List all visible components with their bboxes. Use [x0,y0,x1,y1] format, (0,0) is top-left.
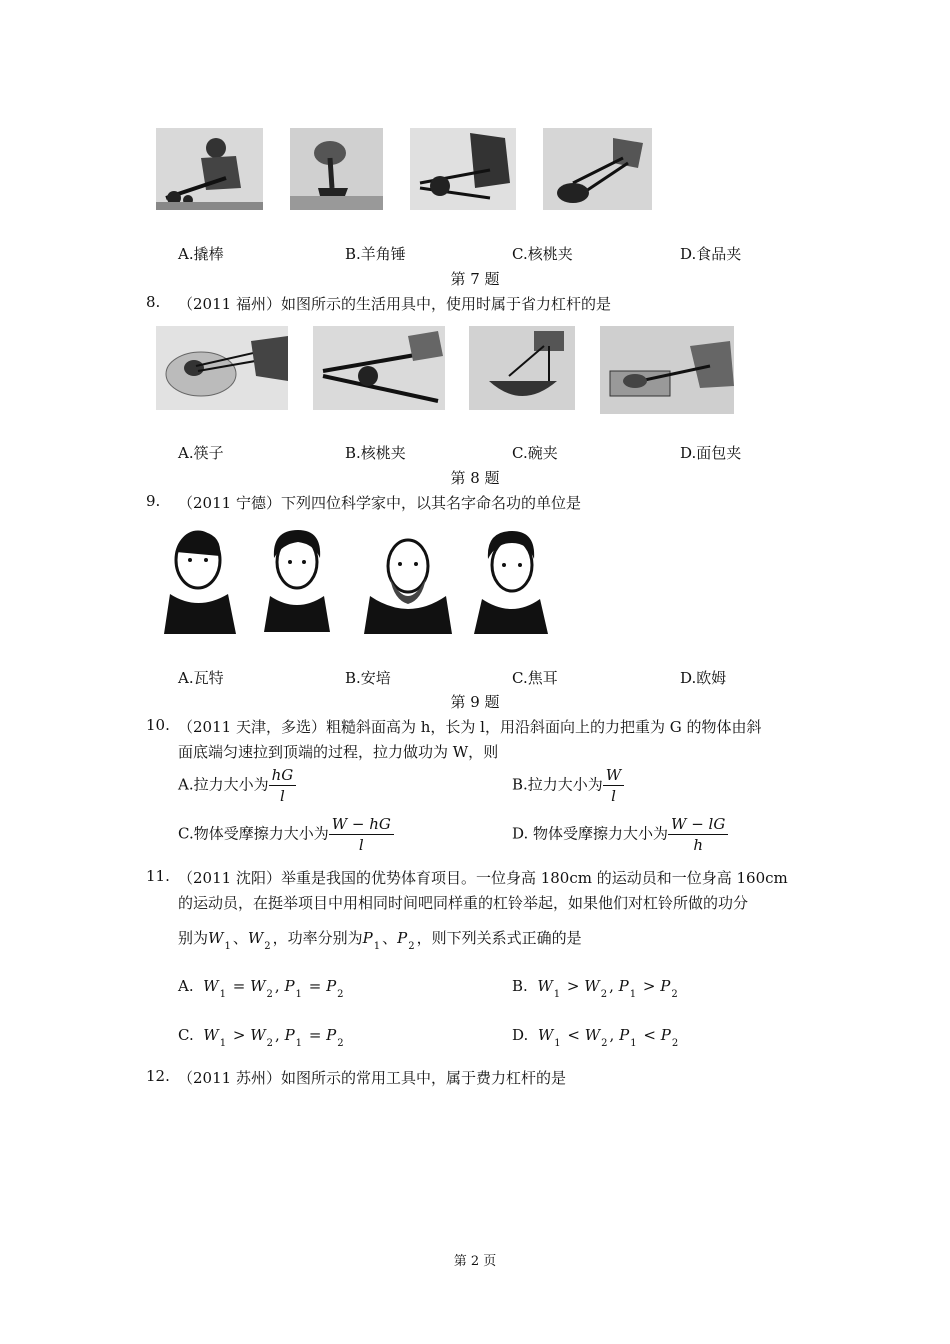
q11-d-p1: P [619,1026,630,1044]
q10-option-d-denominator: h [693,836,704,854]
q9-option-a: A.瓦特 [178,669,224,687]
q11-a-p2: P [326,977,337,995]
q8-text: （2011 福州）如图所示的生活用具中，使用时属于省力杠杆的是 [178,295,611,313]
q11-p2-sub: 2 [408,941,415,952]
q10-option-c-numerator: W − hG [329,814,394,835]
q10-line2: 面底端匀速拉到顶端的过程，拉力做功为 W，则 [178,743,499,761]
q8-option-d: D.面包夹 [680,444,742,462]
q12-number: 12. [146,1067,170,1085]
q11-p1 [362,929,382,952]
q9-option-c: C.焦耳 [512,669,558,687]
q11-c-p2: P [326,1026,337,1044]
q11-d-p1-sub: 1 [630,1038,637,1049]
bowl-clip-photo [469,326,575,410]
q9-option-b: B.安培 [345,669,391,687]
q11-option-c-label: C. [178,1026,194,1044]
q11-line3 [178,927,582,952]
q10-option-c-denominator: l [358,836,364,854]
q11-p1-symbol: P [362,929,373,947]
q11-option-d-label: D. [512,1026,529,1044]
q9-option-d: D.欧姆 [680,669,727,687]
q11-option-b [512,977,680,1000]
q11-option-d [512,1026,680,1049]
q11-b-p1-sub: 1 [629,989,637,1000]
q11-line3-a: 别为 [178,929,209,947]
q11-c-p2-sub: 2 [337,1038,344,1049]
q8-caption: 第 8 题 [450,469,500,487]
q11-d-op1: < [567,1026,580,1044]
q11-d-p2: P [660,1026,671,1044]
q11-c-op2: = [308,1026,322,1044]
q11-b-op1: > [566,977,580,995]
q11-a-op1: = [232,977,246,995]
q11-d-comma: , [609,1026,615,1044]
q11-a-p1: P [284,977,295,995]
q11-line3-d: 、 [382,929,398,947]
q11-c-w1: W [203,1026,219,1044]
q7-option-a: A.撬棒 [178,245,224,263]
q11-b-w2: W [584,977,600,995]
q11-b-w1: W [537,977,553,995]
q10-option-a-denominator: l [280,787,285,805]
claw-hammer-photo [290,128,383,210]
q10-option-a-fraction [269,765,297,806]
q8-option-b: B.核桃夹 [345,444,406,462]
q11-b-p2-sub: 2 [671,989,678,1000]
q10-option-d-prefix: D. 物体受摩擦力大小为 [512,824,669,843]
q11-b-w1-sub: 1 [553,989,561,1000]
q11-p2 [397,929,416,952]
q11-w2-symbol: W [247,929,264,947]
q10-option-b-denominator: l [611,787,616,805]
q11-a-w2-sub: 2 [266,989,273,1000]
q11-w2-sub: 2 [264,941,271,952]
q8-option-a: A.筷子 [178,444,224,462]
q7-option-d: D.食品夹 [680,245,742,263]
q10-option-d-numerator: W − lG [668,814,728,835]
q11-line3-e: ，则下列关系式正确的是 [416,929,582,947]
q12-text: （2011 苏州）如图所示的常用工具中，属于费力杠杆的是 [178,1069,566,1087]
q11-c-p1: P [284,1026,295,1044]
q11-d-w1: W [537,1026,554,1044]
food-tongs-photo [543,128,652,210]
q9-caption: 第 9 题 [450,693,500,711]
q8-number: 8. [146,293,161,311]
q11-d-w1-sub: 1 [554,1038,561,1049]
q11-c-comma: , [275,1026,280,1044]
ohm-portrait [470,525,550,634]
q10-option-c-prefix: C.物体受摩擦力大小为 [178,824,329,843]
watt-portrait [154,522,240,634]
nutcracker-photo [410,128,516,210]
crowbar-photo [156,128,263,210]
q10-option-c-fraction [329,814,394,855]
q10-option-a-prefix: A.拉力大小为 [178,775,269,794]
q11-p2-symbol: P [397,929,408,947]
q11-c-p1-sub: 1 [295,1038,303,1049]
q11-d-w2: W [584,1026,601,1044]
q11-d-p2-sub: 2 [671,1038,679,1049]
q11-d-w2-sub: 2 [601,1038,608,1049]
q11-line3-b: 、 [232,929,248,947]
q11-a-w1: W [203,977,219,995]
q11-line1: （2011 沈阳）举重是我国的优势体育项目。一位身高 180cm 的运动员和一位身高 160cm [178,869,788,887]
q10-option-b [512,765,624,806]
joule-portrait [364,530,452,634]
q11-d-op2: < [643,1026,656,1044]
q7-option-c: C.核桃夹 [512,245,573,263]
q11-a-w1-sub: 1 [219,989,226,1000]
q11-a-w2: W [250,977,266,995]
q11-b-w2-sub: 2 [600,989,608,1000]
q10-option-a-numerator: hG [269,765,297,786]
q11-option-a-label: A. [178,977,194,995]
q11-option-a [178,977,346,1000]
q10-option-b-prefix: B.拉力大小为 [512,775,603,794]
q7-option-b: B.羊角锤 [345,245,406,263]
q11-a-op2: = [308,977,322,995]
q11-w1-symbol: W [208,929,224,947]
ampere-portrait [260,522,334,632]
q11-w1-sub: 1 [224,941,231,952]
q11-w2 [247,929,273,952]
q11-option-b-label: B. [512,977,528,995]
q11-c-w2: W [250,1026,266,1044]
nutcracker-photo-2 [313,326,445,410]
q11-line2: 的运动员，在挺举项目中用相同时间吧同样重的杠铃举起，如果他们对杠铃所做的功分 [178,894,749,912]
q11-c-w2-sub: 2 [266,1038,273,1049]
q8-option-c: C.碗夹 [512,444,558,462]
q11-b-comma: , [609,977,614,995]
page-number: 第 2 页 [453,1254,497,1269]
q11-number: 11. [146,867,170,885]
q10-option-b-fraction [603,765,624,806]
q11-c-w1-sub: 1 [219,1038,227,1049]
q11-w1 [208,929,233,952]
q11-c-op1: > [232,1026,246,1044]
q9-text: （2011 宁德）下列四位科学家中，以其名字命名功的单位是 [178,494,581,512]
q10-option-a [178,765,296,806]
q11-b-p1: P [618,977,629,995]
q11-option-c [178,1026,346,1049]
q11-a-p1-sub: 1 [295,989,302,1000]
bread-clip-photo [600,326,734,414]
chopsticks-photo [156,326,288,410]
q10-option-b-numerator: W [603,765,624,786]
q10-option-d-fraction [668,814,728,855]
q10-line1: （2011 天津，多选）粗糙斜面高为 h，长为 l，用沿斜面向上的力把重为 G 的物体由斜 [178,718,762,736]
q10-number: 10. [146,716,170,734]
q11-a-comma: , [274,977,280,995]
q10-option-d [512,814,728,855]
q11-b-p2: P [660,977,671,995]
q11-a-p2-sub: 2 [337,989,344,1000]
q9-number: 9. [146,492,161,510]
q11-b-op2: > [642,977,656,995]
q11-line3-c: ，功率分别为 [272,929,363,947]
q10-option-c [178,814,394,855]
q7-caption: 第 7 题 [450,270,500,288]
q11-p1-sub: 1 [373,941,381,952]
